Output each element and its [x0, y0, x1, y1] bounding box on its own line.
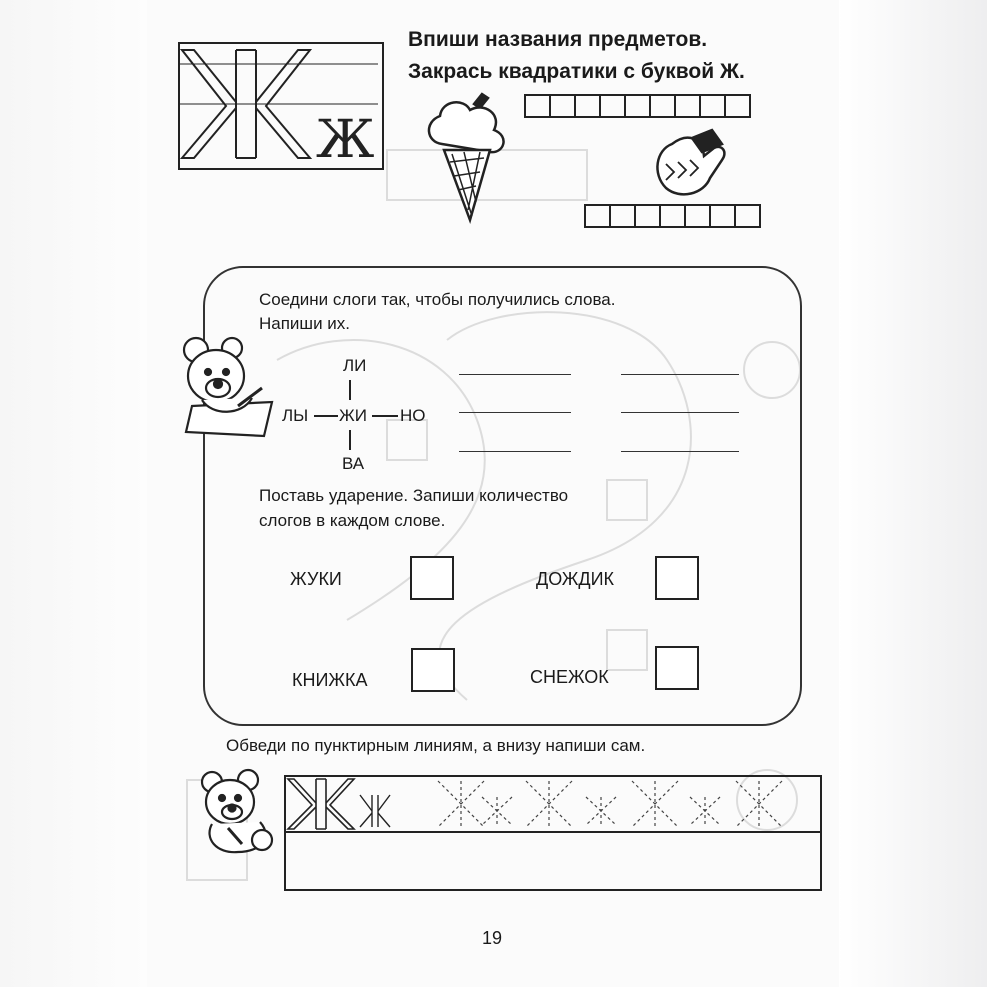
syllable-no: НО — [400, 406, 426, 425]
letter-box[interactable] — [659, 204, 686, 228]
letter-box[interactable] — [599, 94, 626, 118]
mitten-letter-boxes — [586, 204, 761, 228]
task1-instruction-line2: Закрась квадратики с буквой Ж. — [408, 60, 745, 83]
mitten-icon — [652, 124, 730, 200]
task3-instruction-line1: Поставь ударение. Запиши количество — [259, 486, 569, 505]
letter-box[interactable] — [624, 94, 651, 118]
page-number: 19 — [482, 928, 503, 948]
word-snezhok: СНЕЖОК — [530, 667, 609, 687]
answer-line[interactable] — [459, 451, 571, 452]
page-edge-shadow — [837, 0, 987, 987]
syllable-count-box-zhuki[interactable] — [410, 556, 454, 600]
answer-line[interactable] — [459, 412, 571, 413]
letter-box[interactable] — [634, 204, 661, 228]
syllable-ly: ЛЫ — [282, 406, 309, 425]
ice-cream-icon — [424, 92, 514, 224]
letter-box[interactable] — [709, 204, 736, 228]
letter-box[interactable] — [734, 204, 761, 228]
word-zhuki: ЖУКИ — [290, 569, 342, 589]
teddy-bear-writing-icon — [172, 336, 278, 440]
letter-box[interactable] — [609, 204, 636, 228]
binding-shadow — [0, 0, 147, 987]
letter-box[interactable] — [649, 94, 676, 118]
answer-line[interactable] — [621, 374, 739, 375]
icecream-letter-boxes — [526, 94, 751, 118]
syllable-zhi: ЖИ — [339, 406, 367, 425]
task2-instruction-line1: Соедини слоги так, чтобы получились слова. — [259, 290, 616, 309]
answer-line[interactable] — [621, 412, 739, 413]
task2-instruction-line2: Напиши их. — [259, 314, 351, 333]
letter-box[interactable] — [524, 94, 551, 118]
syllable-va: ВА — [342, 454, 365, 473]
letter-box[interactable] — [674, 94, 701, 118]
syllable-count-box-snezhok[interactable] — [655, 646, 699, 690]
letter-box[interactable] — [684, 204, 711, 228]
word-knizhka: КНИЖКА — [292, 670, 368, 690]
task3-instruction-line2: слогов в каждом слове. — [259, 511, 446, 530]
letter-box[interactable] — [574, 94, 601, 118]
answer-line[interactable] — [621, 451, 739, 452]
tracing-letters-row[interactable] — [286, 777, 820, 831]
letter-box[interactable] — [724, 94, 751, 118]
syllable-li: ЛИ — [343, 356, 367, 375]
syllable-connectors — [300, 376, 410, 456]
letter-box[interactable] — [549, 94, 576, 118]
syllable-count-box-knizhka[interactable] — [411, 648, 455, 692]
handwriting-baseline — [284, 831, 822, 833]
syllable-count-box-dozhdik[interactable] — [655, 556, 699, 600]
teddy-bear-icon — [198, 768, 284, 856]
answer-line[interactable] — [459, 374, 571, 375]
task1-instruction-line1: Впиши названия предметов. — [408, 28, 708, 51]
word-dozhdik: ДОЖДИК — [536, 569, 615, 589]
letter-box[interactable] — [699, 94, 726, 118]
task4-instruction: Обведи по пунктирным линиям, а внизу напиши сам. — [226, 736, 646, 755]
small-letter-zhe: Ж — [316, 110, 375, 170]
letter-box[interactable] — [584, 204, 611, 228]
